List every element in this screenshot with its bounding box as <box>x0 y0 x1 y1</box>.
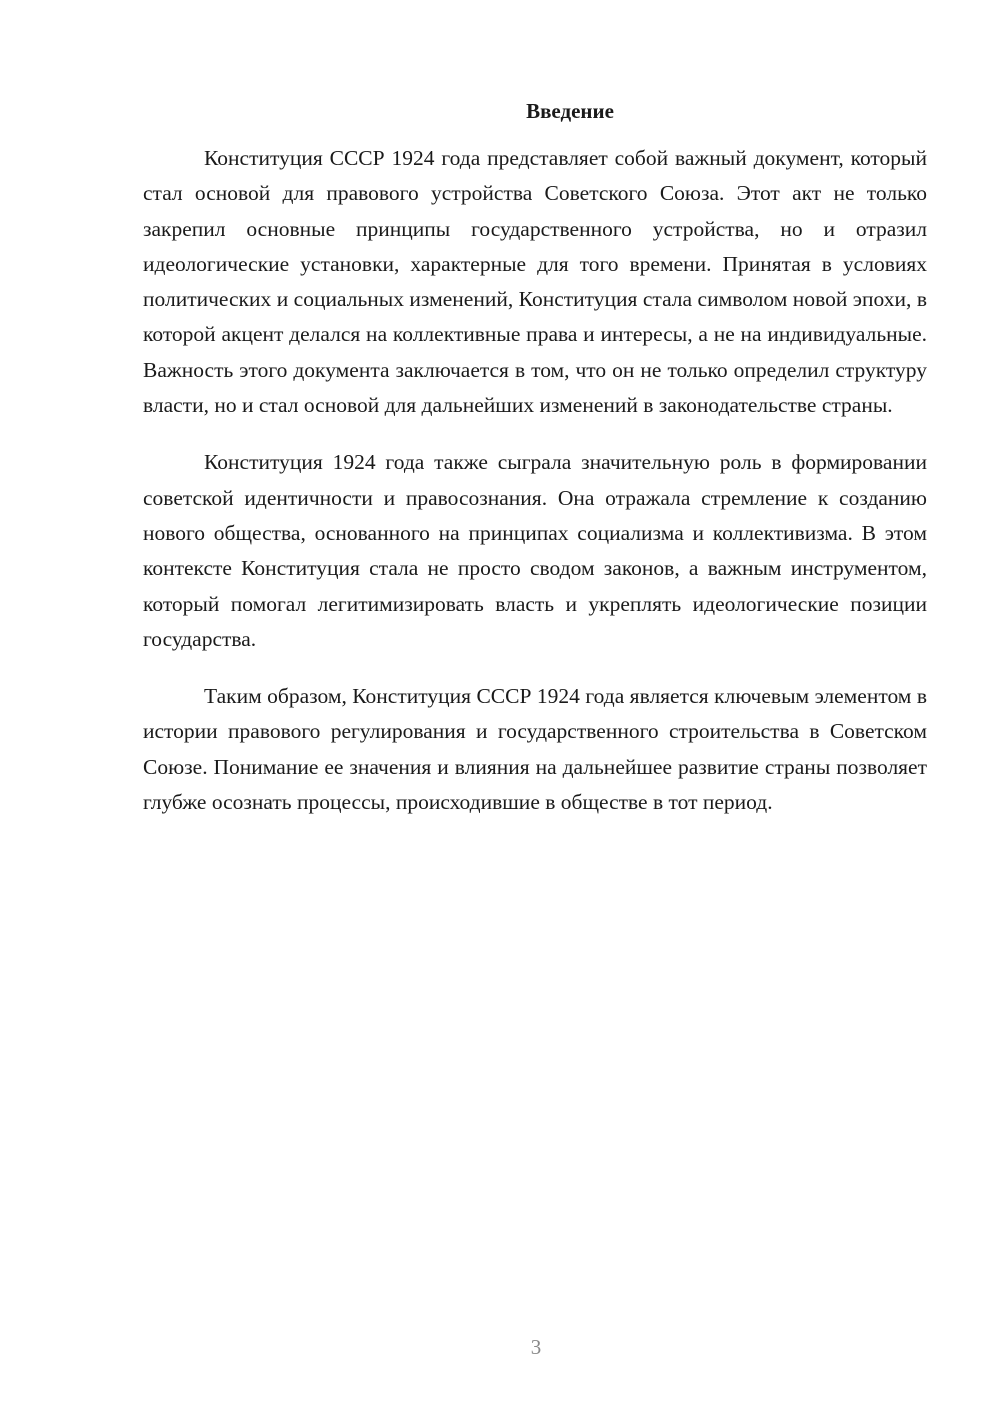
section-heading: Введение <box>526 99 614 123</box>
body-text <box>143 141 927 842</box>
page-number: 3 <box>530 1335 542 1359</box>
paragraph-2: Конституция 1924 года также сыграла значительную роль в формировании советской идентичности и правосознания. Она отражала стремление к созданию нового общества, основанного на принципах социализма и коллективизма. В этом контексте Конституция стала не просто сводом законов, а важным инструментом, который помогал легитимизировать власть и укреплять идеологические позиции государства. <box>143 450 927 651</box>
paragraph-3: Таким образом, Конституция СССР 1924 года является ключевым элементом в истории правового регулирования и государственного строительства в Советском Союзе. Понимание ее значения и влияния на дальнейшее развитие страны позволяет глубже осознать процессы, происходившие в обществе в тот период. <box>143 684 927 815</box>
paragraph-1: Конституция СССР 1924 года представляет собой важный документ, который стал основой для правового устройства Советского Союза. Этот акт не только закрепил основные принципы государственного устройства, но и отразил идеологические установки, характерные для того времени. Принятая в условиях политических и социальных изменений, Конституция стала символом новой эпохи, в которой акцент делался на коллективные права и интересы, а не на индивидуальные. Важность этого документа заключается в том, что он не только определил структуру власти, но и стал основой для дальнейших изменений в законодательстве страны. <box>143 146 927 418</box>
